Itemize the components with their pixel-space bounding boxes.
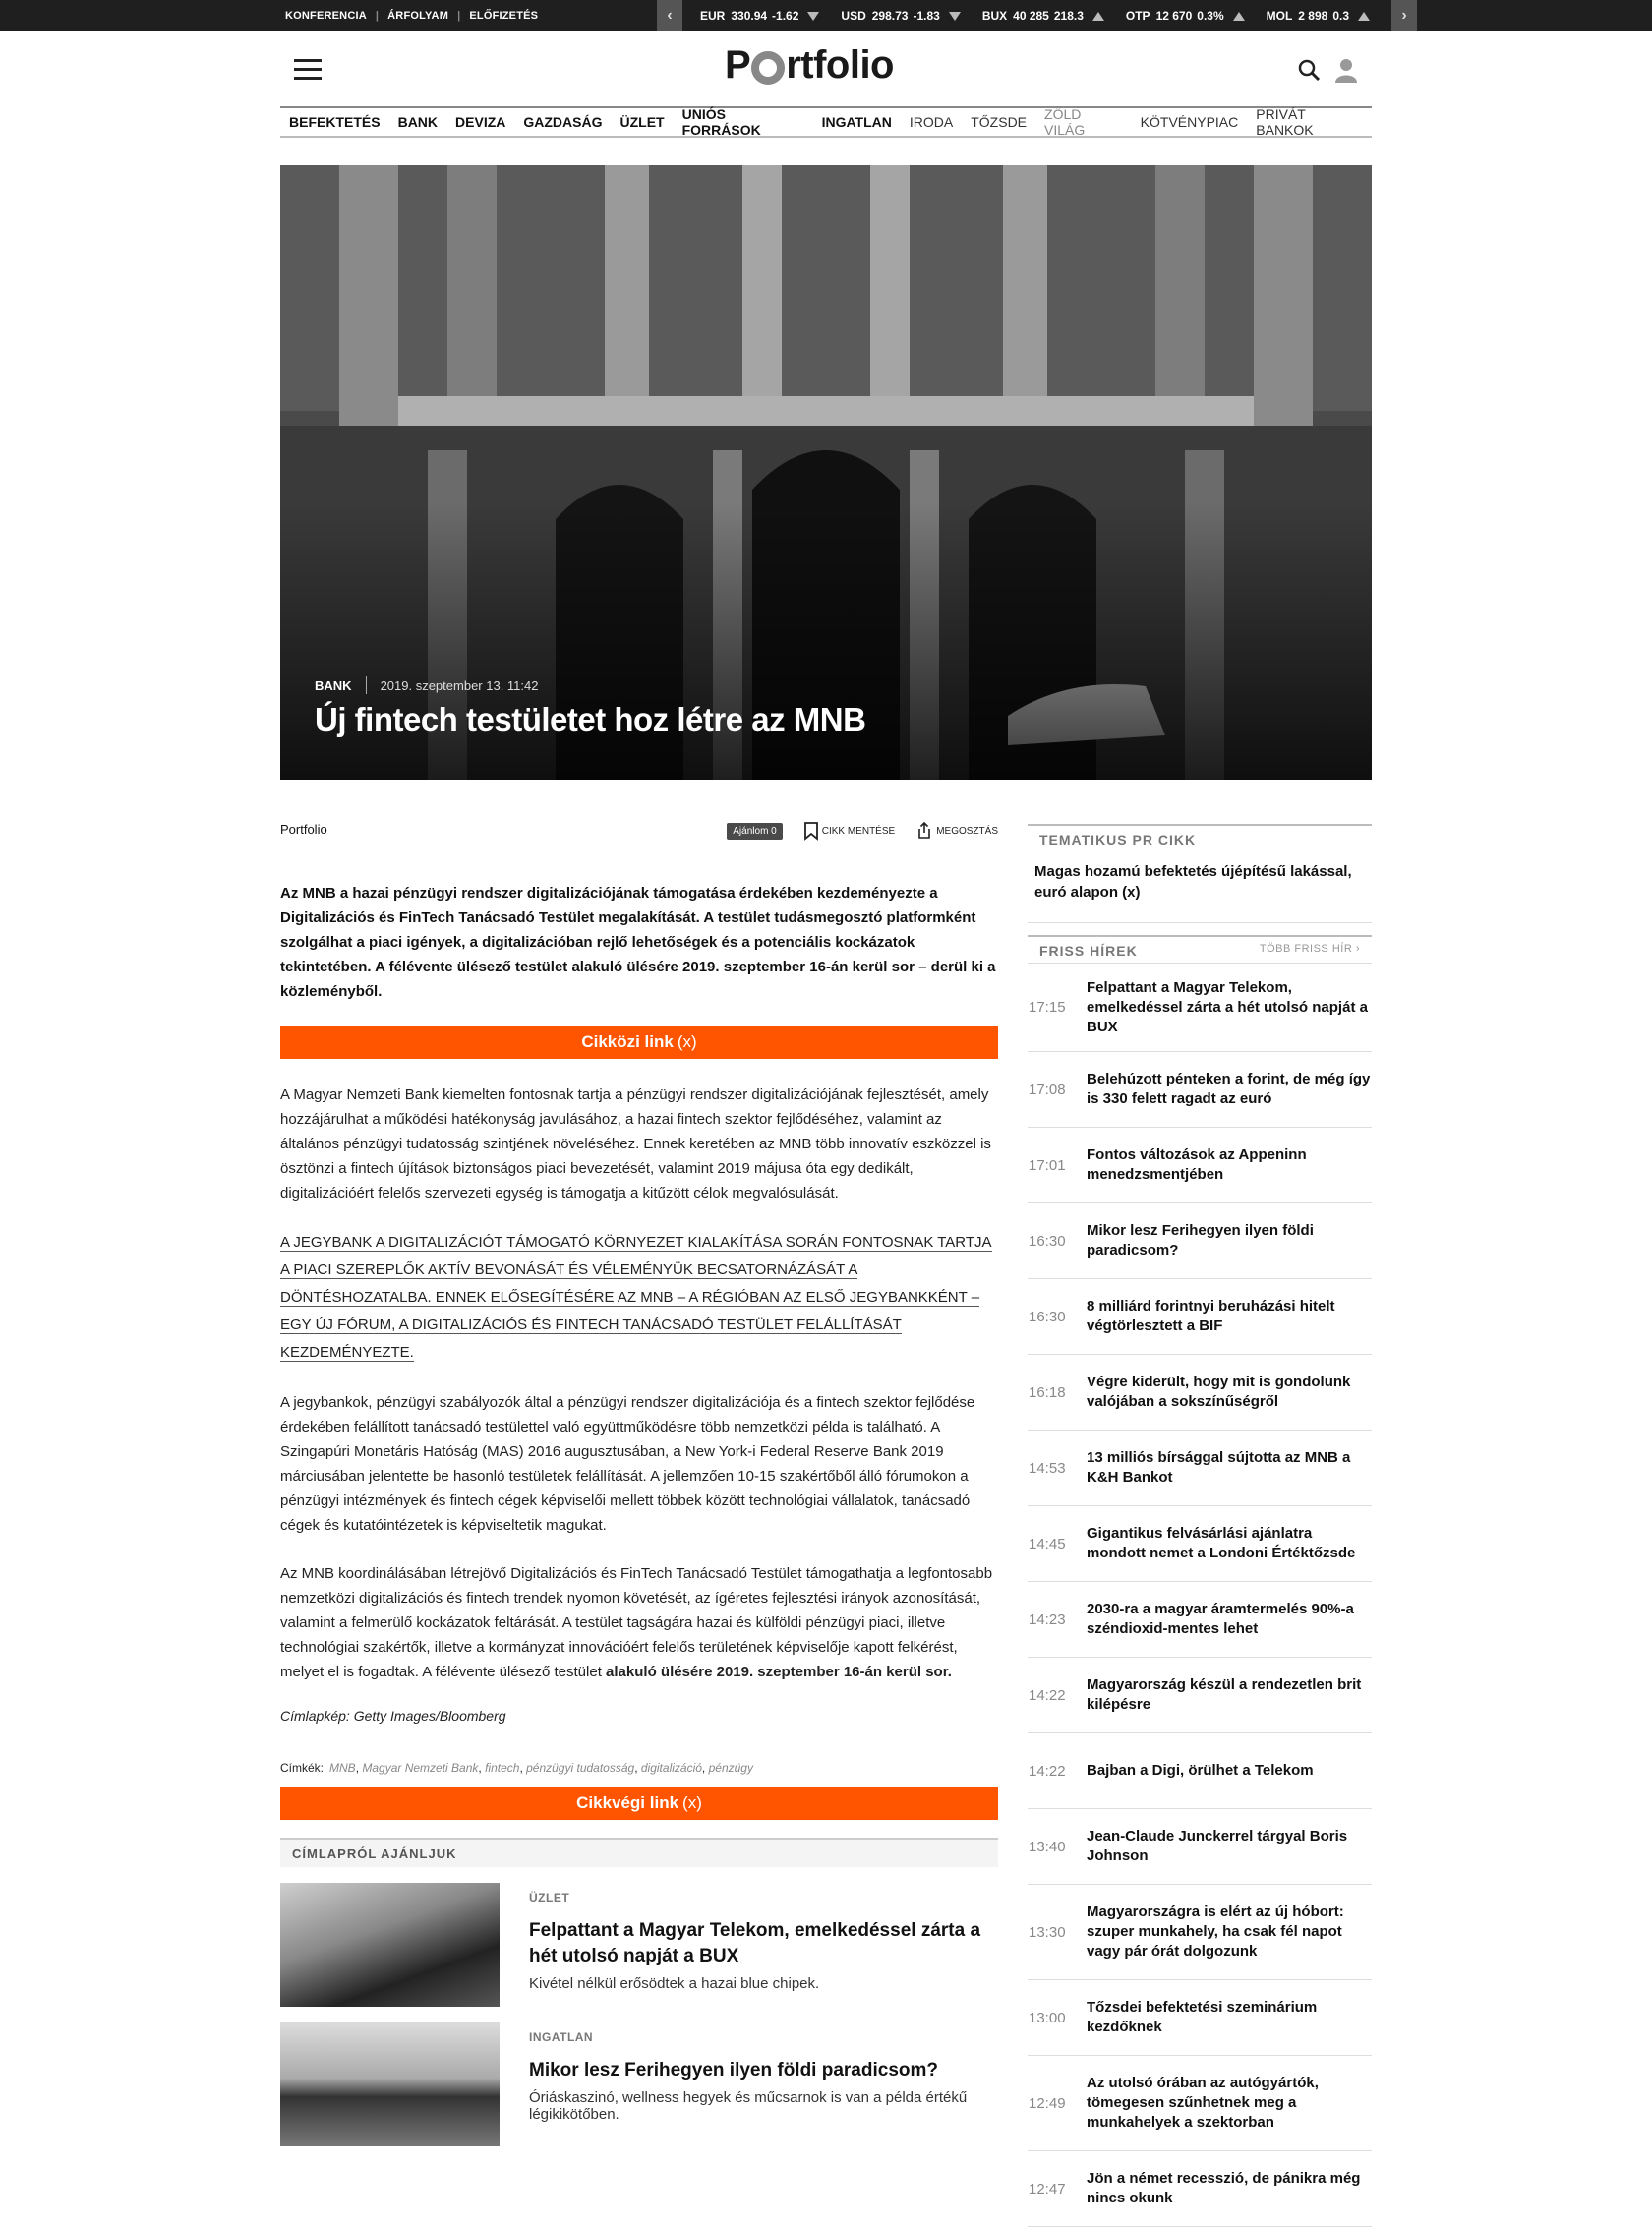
more-news-label: TÖBB FRISS HÍR — [1259, 943, 1353, 955]
pull-quote-text: A JEGYBANK A DIGITALIZÁCIÓT TÁMOGATÓ KÖRNYEZET KIALAKÍTÁSA SORÁN FONTOSNAK TARTJA A PIACI SZEREPLŐK AKTÍV BEVONÁSÁT ÉS VÉLEMÉNYÜK BECSATORNÁZÁSÁT A DÖNTÉSHOZATALBA. ENNEK ELŐSEGÍTÉSÉRE AZ MNB – A RÉGIÓBAN AZ ELSŐ JEGYBANKKÉNT – EGY ÚJ FÓRUM, A DIGITALIZÁCIÓS ÉS FINTECH TANÁCSADÓ TESTÜLET FELÁLLÍTÁSÁT KEZDEMÉNYEZTE. — [280, 1234, 992, 1361]
tag-link[interactable]: pénzügyi tudatosság — [526, 1761, 635, 1775]
inline-link-text: Cikközi link — [581, 1032, 674, 1051]
arrow-down-icon — [949, 12, 961, 21]
news-title[interactable]: Felpattant a Magyar Telekom, emelkedéssel zárta a hét utolsó napját a BUX — [1087, 978, 1368, 1035]
news-header — [1028, 935, 1372, 963]
news-header-label: FRISS HÍREK — [1039, 943, 1138, 959]
recommend-category[interactable]: INGATLAN — [529, 2030, 594, 2044]
hero-image — [280, 165, 1372, 780]
recommend-title[interactable]: Felpattant a Magyar Telekom, emelkedéssel zárta a hét utolsó napját a BUX — [529, 1920, 981, 1966]
news-item[interactable] — [1028, 1128, 1372, 1203]
recommend-summary: Óriáskaszinó, wellness hegyek és műcsarnok is van a példa értékű légikikötőben. — [529, 2089, 968, 2123]
ticker-name: EUR — [700, 9, 726, 23]
news-title[interactable]: 13 milliós bírsággal sújtotta az MNB a K&H Bankot — [1087, 1449, 1351, 1486]
article-source: Portfolio — [280, 822, 327, 837]
bookmark-icon — [804, 822, 818, 840]
news-time: 16:30 — [1029, 1232, 1066, 1250]
main-nav — [280, 106, 1372, 138]
end-link-x: (x) — [682, 1793, 702, 1812]
news-item[interactable] — [1028, 1279, 1372, 1355]
news-item[interactable] — [1028, 964, 1372, 1052]
arrow-up-icon — [1092, 12, 1104, 21]
recommend-summary: Kivétel nélkül erősödtek a hazai blue chipek. — [529, 1975, 820, 1992]
market-ticker — [657, 0, 1407, 31]
top-link-elofizetes[interactable]: ELŐFIZETÉS — [469, 10, 539, 22]
nav-item-iroda[interactable]: IRODA — [909, 114, 954, 130]
nav-item-bank[interactable]: BANK — [397, 114, 439, 130]
ticker-change: -1.62 — [772, 9, 799, 23]
news-time: 14:53 — [1029, 1459, 1066, 1477]
nav-item-deviza[interactable]: DEVIZA — [455, 114, 506, 130]
end-link-banner[interactable] — [280, 1787, 998, 1820]
inline-link-banner[interactable] — [280, 1026, 998, 1059]
paragraph-2: A jegybankok, pénzügyi szabályozók által a pénzügyi rendszer digitalizációja és a fintech szektor fejlődése érdekében felállított tanácsadó testülettel való együttműködésre több nemzetközi példa is található. A Szingapúri Monetáris Hatóság (MAS) 2016 augusztusában, a New York-i Federal Reserve Bank 2019 márciusában jelentette be hasonló testületek felállítását. A jellemzően 10-15 szakértőből álló fórumokon a pénzügyi intézmények és fintech cégek képviselői mellett többek között technológiai vállalatok, tanácsadó cégek és kutatóintézetek is képviseltetik magukat. — [280, 1394, 975, 1534]
ticker-name: BUX — [981, 9, 1008, 23]
article-body — [280, 816, 998, 2146]
menu-icon[interactable] — [294, 59, 322, 81]
paragraph-3-bold: alakuló ülésére 2019. szeptember 16-án kerül sor. — [606, 1664, 952, 1680]
news-title[interactable]: Magyarország készül a rendezetlen brit kilépésre — [1087, 1676, 1362, 1713]
news-time: 14:22 — [1029, 1686, 1066, 1704]
recommend-text — [529, 1883, 998, 2007]
share-row — [280, 816, 998, 851]
news-title[interactable]: Tőzsdei befektetési szeminárium kezdőknek — [1087, 1999, 1318, 2035]
tag-link[interactable]: digitalizáció — [640, 1761, 702, 1775]
news-time: 13:00 — [1029, 2009, 1066, 2026]
logo-text-left: P — [725, 43, 751, 87]
facebook-like-button[interactable]: Ajánlom 0 — [727, 823, 782, 840]
sidebar — [1028, 824, 1372, 2227]
user-icon[interactable] — [1334, 57, 1358, 83]
arrow-up-icon — [1233, 12, 1245, 21]
news-time: 12:47 — [1029, 2180, 1066, 2198]
image-caption: Címlapkép: Getty Images/Bloomberg — [280, 1708, 506, 1724]
ticker-item[interactable] — [841, 9, 960, 23]
recommend-list — [280, 1883, 998, 2146]
paragraph-3-text: Az MNB koordinálásában létrejövő Digitalizációs és FinTech Tanácsadó Testület támogathatja a legfontosabb nemzetközi digitalizációs és fintech trendek nyomon követését, az ígéretes fejlesztési irányok azonosítását, valamint a felmerülő kockázatok feltárását. A testület tagságára hazai és külföldi pénzügyi piaci, illetve technológiai szakértők, illetve a kormányzat innovációért felelős területének képviselője kapott felkérést, melyet el is fogadtak. A félévente ülésező testület — [280, 1565, 993, 1680]
ticker-name: USD — [841, 9, 866, 23]
ticker-change: 0.3% — [1197, 9, 1224, 23]
news-item[interactable] — [1028, 1885, 1372, 1980]
nav-item-uniós-források[interactable]: UNIÓS FORRÁSOK — [681, 106, 761, 138]
nav-item-zöld-világ[interactable]: ZÖLD VILÁG — [1044, 106, 1086, 138]
paragraph-1: A Magyar Nemzeti Bank kiemelten fontosnak tartja a pénzügyi rendszer digitalizációjának fejlesztését, amely hozzájárulhat a működési hatékonyság javulásához, a hazai fintech szektor fejlődéséhez, valamint az általános pénzügyi tudatosság szintjének növeléséhez. Ennek keretében az MNB több innovatív eszközzel is ösztönzi a fintech újítások biztonságos piaci bevezetését, valamint 2019 májusa óta egy dedikált, digitalizációért felelős szervezeti egység is támogatja a kitűzött célok megvalósulását. — [280, 1086, 991, 1201]
top-link-arfolyam[interactable]: ÁRFOLYAM — [387, 10, 449, 22]
nav-item-ingatlan[interactable]: INGATLAN — [821, 114, 892, 130]
top-links: KONFERENCIA | ÁRFOLYAM | ELŐFIZETÉS — [285, 10, 539, 22]
ticker-next-button[interactable]: › — [1391, 0, 1417, 31]
pull-quote — [280, 1229, 998, 1367]
nav-item-tőzsde[interactable]: TŐZSDE — [971, 114, 1028, 130]
ticker-change: 218.3 — [1053, 9, 1084, 23]
tag-link[interactable]: fintech — [485, 1761, 520, 1775]
recommend-item[interactable] — [280, 1883, 998, 2007]
news-title[interactable]: 8 milliárd forintnyi beruházási hitelt végtörlesztett a BIF — [1087, 1298, 1335, 1334]
news-time: 17:08 — [1029, 1081, 1066, 1098]
news-title[interactable]: Gigantikus felvásárlási ajánlatra mondott nemet a Londoni Értéktőzsde — [1087, 1525, 1356, 1561]
ticker-name: OTP — [1125, 9, 1150, 23]
header-icons — [1297, 57, 1358, 83]
news-title[interactable]: Belehúzott pénteken a forint, de még így is 330 felett ragadt az euró — [1087, 1071, 1371, 1107]
news-item[interactable] — [1028, 1431, 1372, 1506]
ticker-name: MOL — [1266, 9, 1293, 23]
ticker-item[interactable] — [982, 9, 1104, 23]
news-title[interactable]: 2030-ra a magyar áramtermelés 90%-a széndioxid-mentes lehet — [1087, 1601, 1354, 1637]
news-item[interactable] — [1028, 1658, 1372, 1733]
news-item[interactable] — [1028, 1203, 1372, 1279]
paragraph-3 — [280, 1561, 998, 1684]
inline-link-x: (x) — [677, 1032, 697, 1051]
news-title[interactable]: Fontos változások az Appeninn menedzsmentjében — [1087, 1146, 1307, 1183]
recommend-item[interactable] — [280, 2022, 998, 2146]
news-title[interactable]: Magyarországra is elért az új hóbort: szuper munkahely, ha csak fél napot vagy pár órát dolgozunk — [1087, 1904, 1344, 1960]
save-label: CIKK MENTÉSE — [821, 825, 896, 837]
recommend-thumbnail[interactable] — [280, 2022, 500, 2146]
news-item[interactable] — [1028, 1733, 1372, 1809]
share-label: MEGOSZTÁS — [936, 825, 998, 837]
arrow-down-icon — [807, 12, 819, 21]
recommend-thumbnail[interactable] — [280, 1883, 500, 2007]
share-tools — [727, 822, 998, 840]
news-title[interactable]: Jean-Claude Junckerrel tárgyal Boris Johnson — [1087, 1828, 1348, 1864]
share-button[interactable] — [916, 822, 998, 840]
logo-text-right: rtfolio — [786, 43, 894, 87]
news-item[interactable] — [1028, 2151, 1372, 2227]
ticker-value: 298.73 — [871, 9, 909, 23]
news-time: 14:45 — [1029, 1535, 1066, 1553]
news-item[interactable] — [1028, 1052, 1372, 1128]
more-news-link[interactable]: TÖBB FRISS HÍR › — [1259, 943, 1360, 955]
pr-article-link[interactable]: Magas hozamú befektetés újépítésű lakással, euró alapon (x) — [1028, 851, 1372, 923]
news-title[interactable]: Végre kiderült, hogy mit is gondolunk valójában a sokszínűségről — [1087, 1374, 1351, 1410]
hero-date: 2019. szeptember 13. 11:42 — [380, 677, 539, 693]
recommend-text — [529, 2022, 998, 2146]
tag-link[interactable]: Magyar Nemzeti Bank — [362, 1761, 479, 1775]
news-title[interactable]: Mikor lesz Ferihegyen ilyen földi paradicsom? — [1087, 1222, 1314, 1259]
ticker-change: -1.83 — [913, 9, 940, 23]
site-header — [280, 31, 1372, 106]
news-item[interactable] — [1028, 1355, 1372, 1431]
news-time: 12:49 — [1029, 2094, 1066, 2112]
logo-o-icon — [751, 51, 785, 85]
nav-item-gazdaság[interactable]: GAZDASÁG — [523, 114, 603, 130]
news-item[interactable] — [1028, 2056, 1372, 2151]
ticker-change: 0.3 — [1332, 9, 1350, 23]
news-title[interactable]: Bajban a Digi, örülhet a Telekom — [1087, 1762, 1314, 1779]
ticker-value: 2 898 — [1298, 9, 1328, 23]
news-list — [1028, 963, 1372, 2227]
portfolio-logo[interactable] — [725, 43, 894, 88]
recommend-title[interactable]: Mikor lesz Ferihegyen ilyen földi paradicsom? — [529, 2060, 938, 2080]
news-item[interactable] — [1028, 1506, 1372, 1582]
hero-category[interactable]: BANK — [315, 677, 352, 693]
tag-link[interactable]: pénzügy — [708, 1761, 753, 1775]
ticker-prev-button[interactable]: ‹ — [657, 0, 682, 31]
save-article-button[interactable] — [804, 822, 895, 840]
news-time: 17:15 — [1029, 999, 1066, 1016]
news-time: 13:40 — [1029, 1838, 1066, 1855]
arrow-up-icon — [1358, 12, 1370, 21]
nav-item-kötvénypiac[interactable]: KÖTVÉNYPIAC — [1140, 114, 1239, 130]
ticker-value: 12 670 — [1155, 9, 1193, 23]
ticker-item[interactable] — [1126, 9, 1245, 23]
ticker-value: 40 285 — [1013, 9, 1049, 23]
ticker-value: 330.94 — [731, 9, 768, 23]
news-title[interactable]: Jön a német recesszió, de pánikra még nincs okunk — [1087, 2170, 1361, 2206]
article-title: Új fintech testületet hoz létre az MNB — [315, 701, 866, 737]
top-link-konferencia[interactable]: KONFERENCIA — [285, 10, 367, 22]
news-time: 14:22 — [1029, 1762, 1066, 1780]
top-bar — [0, 0, 1652, 31]
ticker-item[interactable] — [700, 9, 819, 23]
nav-item-befektetés[interactable]: BEFEKTETÉS — [289, 114, 381, 130]
news-time: 16:18 — [1029, 1383, 1066, 1401]
news-time: 16:30 — [1029, 1308, 1066, 1325]
recommend-category[interactable]: ÜZLET — [529, 1891, 570, 1905]
news-time: 14:23 — [1029, 1611, 1066, 1628]
news-item[interactable] — [1028, 1809, 1372, 1885]
hero-meta — [315, 676, 539, 694]
news-title[interactable]: Az utolsó órában az autógyártók, tömegesen szűnhetnek meg a munkahelyek a szektorban — [1087, 2075, 1319, 2131]
news-time: 17:01 — [1029, 1156, 1066, 1174]
share-icon — [916, 822, 932, 840]
pr-header — [1028, 824, 1372, 851]
news-time: 13:30 — [1029, 1923, 1066, 1941]
nav-item-üzlet[interactable]: ÜZLET — [620, 114, 665, 130]
news-item[interactable] — [1028, 1980, 1372, 2056]
article-tags: Címkék: MNB, Magyar Nemzeti Bank, fintech, pénzügyi tudatosság, digitalizáció, pénzügy — [280, 1761, 753, 1775]
recommend-header: CÍMLAPRÓL AJÁNLJUK — [280, 1838, 998, 1867]
article-lead: Az MNB a hazai pénzügyi rendszer digitalizációjának támogatása érdekében kezdeményezte a Digitalizációs és FinTech Tanácsadó Testület megalakítását. A testület tudásmegosztó platformként szolgálhat a piaci igények, a digitalizációban rejlő lehetőségek és a potenciális kockázatok tekintetében. A félévente ülésező testület alakuló ülésére 2019. szeptember 16-án kerül sor – derül ki a közleményből. — [280, 885, 996, 1000]
ticker-items — [682, 9, 1391, 23]
search-icon[interactable] — [1297, 58, 1321, 82]
news-item[interactable] — [1028, 1582, 1372, 1658]
ticker-item[interactable] — [1267, 9, 1370, 23]
tags-label: Címkék: — [280, 1761, 324, 1775]
tag-link[interactable]: MNB — [329, 1761, 356, 1775]
end-link-text: Cikkvégi link — [576, 1793, 679, 1812]
pr-header-label: TEMATIKUS PR CIKK — [1039, 832, 1197, 848]
nav-item-privát-bankok[interactable]: PRIVÁT BANKOK — [1256, 106, 1314, 138]
